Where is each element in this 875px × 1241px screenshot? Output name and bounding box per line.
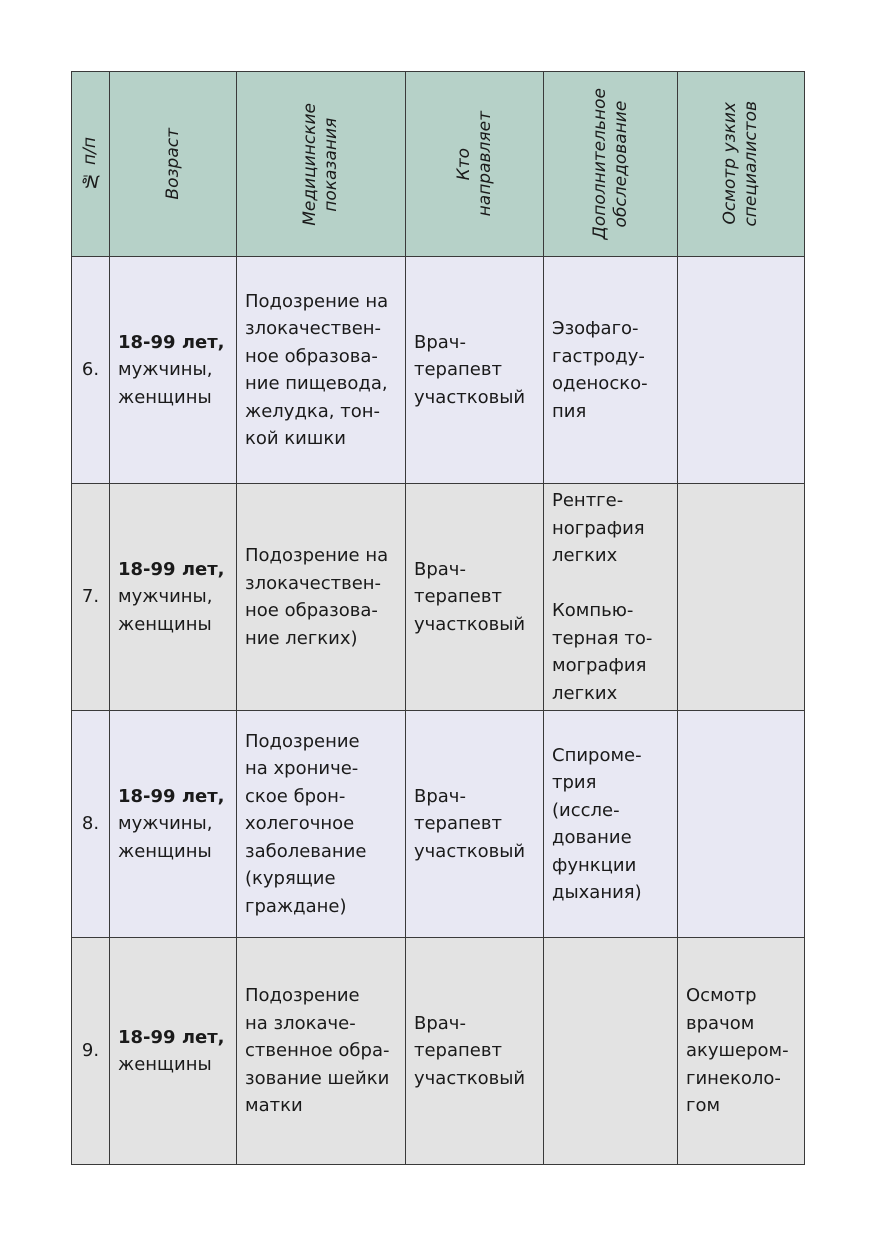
screening-table	[71, 71, 805, 1165]
header-extra-exam: Дополнительное обследование	[544, 72, 678, 257]
indications-cell: Подозрение на хрониче- ское брон- холегочное заболевание (курящие граждане)	[237, 711, 406, 938]
header-number: № п/п	[72, 72, 110, 257]
specialists-cell: Осмотр врачом акушером- гинеколо- гом	[678, 938, 805, 1165]
specialists-cell	[678, 257, 805, 484]
extra-exam-cell	[544, 938, 678, 1165]
table-row	[72, 711, 805, 938]
referrer-cell: Врач- терапевт участковый	[406, 257, 544, 484]
indications-cell: Подозрение на злокачествен- ное образова- ние пищевода, желудка, тон- кой кишки	[237, 257, 406, 484]
header-specialists: Осмотр узких специалистов	[678, 72, 805, 257]
extra-exam-cell: Рентге- нография легких Компью- терная то- мография легких	[544, 484, 678, 711]
table-row	[72, 938, 805, 1165]
table-row	[72, 257, 805, 484]
referrer-cell: Врач- терапевт участковый	[406, 711, 544, 938]
header-referrer: Кто направляет	[406, 72, 544, 257]
extra-exam-cell: Спироме- трия (иссле- дование функции дыхания)	[544, 711, 678, 938]
row-number: 7.	[72, 484, 110, 711]
row-number: 9.	[72, 938, 110, 1165]
header-age: Возраст	[110, 72, 237, 257]
header-indications: Медицинские показания	[237, 72, 406, 257]
referrer-cell: Врач- терапевт участковый	[406, 484, 544, 711]
age-cell: 18-99 лет, мужчины, женщины	[110, 257, 237, 484]
indications-cell: Подозрение на злокачествен- ное образова- ние легких)	[237, 484, 406, 711]
row-number: 8.	[72, 711, 110, 938]
age-cell: 18-99 лет, мужчины, женщины	[110, 484, 237, 711]
indications-cell: Подозрение на злокаче- ственное обра- зование шейки матки	[237, 938, 406, 1165]
table-header-row	[72, 72, 805, 257]
referrer-cell: Врач- терапевт участковый	[406, 938, 544, 1165]
age-cell: 18-99 лет, мужчины, женщины	[110, 711, 237, 938]
specialists-cell	[678, 484, 805, 711]
row-number: 6.	[72, 257, 110, 484]
extra-exam-cell: Эзофаго- гастроду- оденоско- пия	[544, 257, 678, 484]
table-row	[72, 484, 805, 711]
age-cell: 18-99 лет, женщины	[110, 938, 237, 1165]
specialists-cell	[678, 711, 805, 938]
